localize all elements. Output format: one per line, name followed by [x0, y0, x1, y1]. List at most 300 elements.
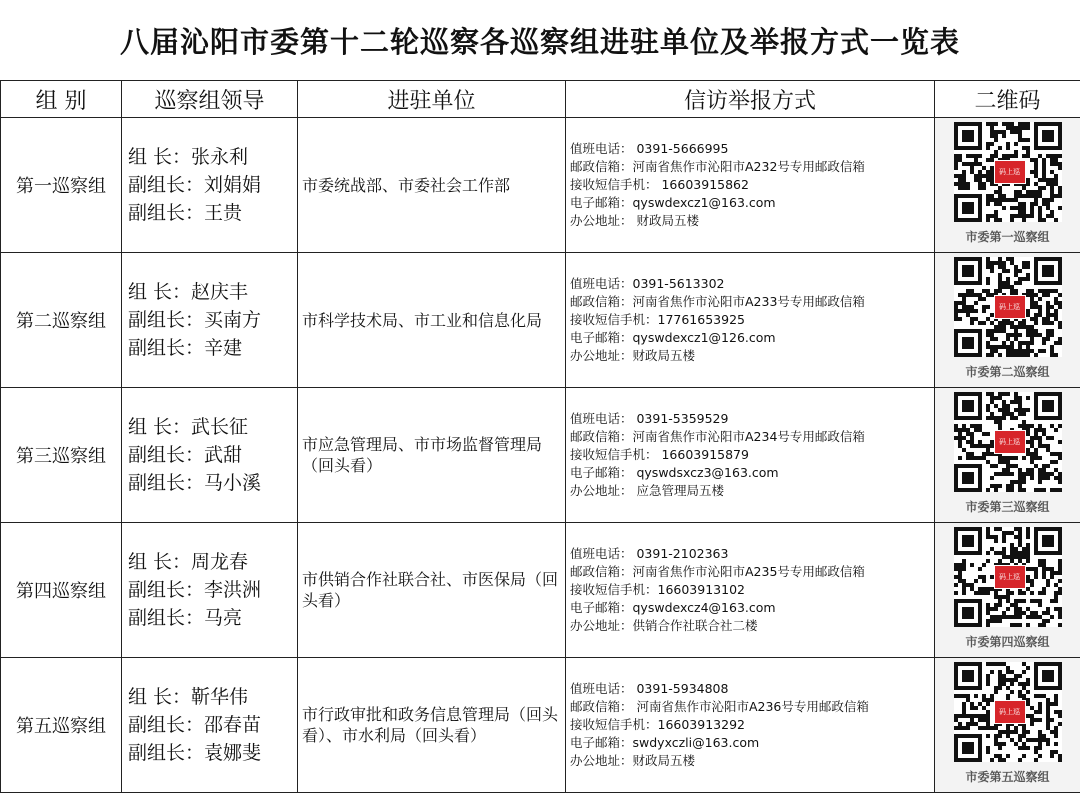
- qr-module: [994, 464, 998, 468]
- qr-label: 市委第五巡察组: [965, 770, 1050, 784]
- qr-code-icon[interactable]: [954, 662, 1062, 762]
- qr-module: [1002, 472, 1006, 476]
- qr-module: [986, 317, 990, 321]
- qr-module: [1022, 591, 1026, 595]
- qr-module: [958, 567, 962, 571]
- qr-module: [1046, 198, 1050, 202]
- qr-module: [974, 424, 978, 428]
- qr-module: [986, 674, 990, 678]
- qr-module: [1050, 214, 1054, 218]
- leader-line: 组 长：周龙春: [128, 551, 249, 573]
- qr-module: [998, 662, 1002, 666]
- qr-cell: [935, 523, 1080, 658]
- qr-module: [1054, 452, 1058, 456]
- qr-module: [1058, 567, 1062, 571]
- qr-module: [1022, 261, 1026, 265]
- qr-module: [994, 615, 998, 619]
- qr-module: [1014, 726, 1018, 730]
- qr-module: [982, 579, 986, 583]
- qr-module: [1022, 476, 1026, 480]
- qr-module: [1002, 456, 1006, 460]
- qr-module: [1026, 531, 1030, 535]
- qr-module: [994, 472, 998, 476]
- qr-module: [1038, 488, 1042, 492]
- qr-module: [1006, 615, 1010, 619]
- qr-module: [1006, 595, 1010, 599]
- qr-module: [986, 218, 990, 222]
- qr-module: [1002, 345, 1006, 349]
- qr-module: [962, 702, 966, 706]
- qr-module: [962, 583, 966, 587]
- qr-module: [1030, 158, 1034, 162]
- units-cell: 市应急管理局、市市场监督管理局（回头看）: [298, 388, 566, 523]
- qr-module: [1002, 341, 1006, 345]
- qr-module: [998, 599, 1002, 603]
- qr-code-icon[interactable]: [954, 122, 1062, 222]
- qr-module: [1010, 130, 1014, 134]
- qr-module: [1050, 702, 1054, 706]
- qr-module: [1054, 488, 1058, 492]
- qr-module: [1038, 154, 1042, 158]
- qr-module: [1022, 146, 1026, 150]
- qr-module: [986, 591, 990, 595]
- qr-module: [1046, 329, 1050, 333]
- qr-module: [1026, 730, 1030, 734]
- qr-module: [970, 456, 974, 460]
- qr-module: [954, 154, 958, 158]
- qr-module: [1042, 575, 1046, 579]
- qr-module: [1038, 710, 1042, 714]
- qr-module: [962, 186, 966, 190]
- qr-module: [1054, 460, 1058, 464]
- qr-module: [1018, 281, 1022, 285]
- qr-module: [1022, 202, 1026, 206]
- qr-module: [978, 174, 982, 178]
- qr-module: [1022, 420, 1026, 424]
- qr-module: [1054, 726, 1058, 730]
- qr-module: [966, 186, 970, 190]
- qr-finder-module: [962, 400, 974, 412]
- qr-module: [1054, 591, 1058, 595]
- qr-module: [1046, 567, 1050, 571]
- qr-module: [970, 702, 974, 706]
- qr-module: [986, 333, 990, 337]
- contact-cell: [566, 388, 935, 523]
- qr-module: [1042, 444, 1046, 448]
- contact-office: 办公地址：供销合作社联合社二楼: [570, 618, 758, 633]
- qr-module: [1034, 571, 1038, 575]
- qr-module: [978, 321, 982, 325]
- qr-module: [1022, 682, 1026, 686]
- qr-module: [1026, 555, 1030, 559]
- qr-module: [998, 273, 1002, 277]
- qr-module: [994, 738, 998, 742]
- qr-module: [986, 329, 990, 333]
- qr-module: [1018, 694, 1022, 698]
- qr-module: [1034, 305, 1038, 309]
- qr-module: [1006, 412, 1010, 416]
- qr-module: [990, 142, 994, 146]
- qr-module: [1006, 754, 1010, 758]
- qr-module: [1018, 488, 1022, 492]
- qr-module: [982, 456, 986, 460]
- qr-module: [1026, 746, 1030, 750]
- qr-module: [1002, 154, 1006, 158]
- qr-module: [1018, 476, 1022, 480]
- qr-module: [962, 706, 966, 710]
- qr-module: [1022, 734, 1026, 738]
- qr-module: [1018, 535, 1022, 539]
- qr-module: [1034, 321, 1038, 325]
- qr-module: [998, 285, 1002, 289]
- qr-module: [1006, 321, 1010, 325]
- qr-module: [1010, 484, 1014, 488]
- qr-module: [1058, 607, 1062, 611]
- qr-module: [1022, 277, 1026, 281]
- qr-module: [970, 440, 974, 444]
- qr-module: [954, 718, 958, 722]
- qr-module: [1014, 408, 1018, 412]
- qr-module: [1042, 571, 1046, 575]
- qr-module: [1030, 714, 1034, 718]
- qr-module: [998, 742, 1002, 746]
- qr-module: [1050, 194, 1054, 198]
- qr-module: [1034, 432, 1038, 436]
- contact-sms: 接收短信手机： 16603915862: [570, 177, 749, 192]
- qr-module: [990, 198, 994, 202]
- qr-module: [990, 154, 994, 158]
- qr-module: [1058, 480, 1062, 484]
- qr-module: [1050, 210, 1054, 214]
- contact-email: 电子邮箱：swdyxczli@163.com: [570, 735, 760, 750]
- qr-module: [966, 293, 970, 297]
- qr-module: [982, 289, 986, 293]
- qr-module: [1034, 710, 1038, 714]
- contact-cell: [566, 253, 935, 388]
- qr-module: [974, 317, 978, 321]
- qr-module: [978, 444, 982, 448]
- qr-module: [1038, 468, 1042, 472]
- qr-module: [1058, 424, 1062, 428]
- qr-module: [1026, 329, 1030, 333]
- qr-module: [990, 535, 994, 539]
- qr-module: [1010, 678, 1014, 682]
- page-title: 八届沁阳市委第十二轮巡察各巡察组进驻单位及举报方式一览表: [119, 24, 960, 59]
- qr-module: [974, 694, 978, 698]
- qr-module: [1058, 154, 1062, 158]
- qr-module: [1022, 551, 1026, 555]
- qr-module: [1006, 531, 1010, 535]
- qr-module: [998, 472, 1002, 476]
- contact-mailbox: 邮政信箱：河南省焦作市沁阳市A235号专用邮政信箱: [570, 564, 865, 579]
- qr-module: [1050, 305, 1054, 309]
- qr-module: [1038, 559, 1042, 563]
- qr-module: [1030, 329, 1034, 333]
- qr-module: [1018, 134, 1022, 138]
- qr-module: [1042, 337, 1046, 341]
- qr-module: [1038, 206, 1042, 210]
- qr-module: [1050, 730, 1054, 734]
- qr-module: [1002, 265, 1006, 269]
- qr-module: [954, 158, 958, 162]
- qr-module: [966, 309, 970, 313]
- qr-module: [986, 607, 990, 611]
- qr-module: [1030, 325, 1034, 329]
- qr-module: [954, 563, 958, 567]
- qr-module: [970, 321, 974, 325]
- qr-module: [1046, 607, 1050, 611]
- qr-module: [970, 162, 974, 166]
- contact-phone: 值班电话： 0391-5666995: [570, 141, 729, 156]
- qr-module: [1006, 146, 1010, 150]
- qr-module: [970, 424, 974, 428]
- qr-module: [998, 670, 1002, 674]
- leader-line: 副组长：袁娜斐: [128, 742, 262, 764]
- qr-code-icon[interactable]: [954, 257, 1062, 357]
- leader-line: 组 长：张永利: [128, 146, 249, 168]
- qr-module: [1010, 464, 1014, 468]
- contact-cell: [566, 658, 935, 793]
- qr-module: [954, 424, 958, 428]
- qr-module: [1046, 321, 1050, 325]
- qr-module: [1014, 623, 1018, 627]
- qr-module: [1006, 345, 1010, 349]
- qr-module: [1018, 333, 1022, 337]
- qr-module: [1006, 734, 1010, 738]
- qr-module: [962, 174, 966, 178]
- qr-module: [978, 154, 982, 158]
- qr-module: [1046, 182, 1050, 186]
- qr-module: [1002, 329, 1006, 333]
- qr-module: [1010, 400, 1014, 404]
- qr-module: [1006, 281, 1010, 285]
- qr-module: [994, 134, 998, 138]
- qr-module: [1022, 472, 1026, 476]
- qr-module: [958, 293, 962, 297]
- qr-module: [994, 662, 998, 666]
- qr-module: [990, 607, 994, 611]
- header-leaders: 巡察组领导: [122, 81, 298, 118]
- qr-module: [1010, 615, 1014, 619]
- qr-module: [998, 619, 1002, 623]
- qr-module: [1006, 285, 1010, 289]
- qr-module: [1010, 559, 1014, 563]
- qr-module: [1014, 281, 1018, 285]
- qr-module: [998, 754, 1002, 758]
- qr-code-icon[interactable]: [954, 527, 1062, 627]
- qr-module: [962, 305, 966, 309]
- qr-module: [1002, 130, 1006, 134]
- qr-module: [1002, 261, 1006, 265]
- qr-module: [1018, 607, 1022, 611]
- qr-module: [966, 694, 970, 698]
- qr-module: [986, 611, 990, 615]
- qr-module: [982, 305, 986, 309]
- qr-module: [1014, 325, 1018, 329]
- qr-module: [1010, 551, 1014, 555]
- qr-module: [1054, 468, 1058, 472]
- qr-module: [958, 154, 962, 158]
- qr-module: [1046, 738, 1050, 742]
- qr-module: [1034, 166, 1038, 170]
- qr-module: [1026, 126, 1030, 130]
- qr-module: [1054, 742, 1058, 746]
- qr-module: [986, 623, 990, 627]
- qr-module: [1018, 682, 1022, 686]
- qr-module: [958, 571, 962, 575]
- qr-module: [1054, 710, 1058, 714]
- qr-module: [998, 408, 1002, 412]
- qr-module: [1002, 742, 1006, 746]
- qr-module: [986, 734, 990, 738]
- qr-code-icon[interactable]: [954, 392, 1062, 492]
- qr-module: [1002, 285, 1006, 289]
- contact-mailbox: 邮政信箱：河南省焦作市沁阳市A234号专用邮政信箱: [570, 429, 865, 444]
- qr-module: [1030, 615, 1034, 619]
- qr-module: [1022, 186, 1026, 190]
- contact-email: 电子邮箱：qyswdexcz4@163.com: [570, 600, 776, 615]
- qr-module: [1010, 321, 1014, 325]
- qr-module: [1046, 472, 1050, 476]
- qr-module: [1002, 416, 1006, 420]
- qr-module: [1034, 317, 1038, 321]
- qr-module: [1038, 210, 1042, 214]
- qr-module: [1050, 162, 1054, 166]
- qr-module: [1042, 158, 1046, 162]
- qr-module: [1014, 126, 1018, 130]
- contact-office: 办公地址：财政局五楼: [570, 348, 696, 363]
- qr-module: [990, 130, 994, 134]
- qr-module: [978, 726, 982, 730]
- qr-module: [1042, 202, 1046, 206]
- qr-module: [978, 182, 982, 186]
- qr-module: [998, 424, 1002, 428]
- qr-module: [1034, 599, 1038, 603]
- qr-finder-module: [962, 670, 974, 682]
- qr-module: [1030, 452, 1034, 456]
- qr-module: [986, 603, 990, 607]
- qr-module: [1058, 166, 1062, 170]
- qr-module: [1026, 214, 1030, 218]
- qr-module: [1014, 674, 1018, 678]
- qr-module: [1014, 603, 1018, 607]
- qr-module: [958, 440, 962, 444]
- qr-cell: [935, 388, 1080, 523]
- qr-module: [994, 214, 998, 218]
- qr-module: [1050, 436, 1054, 440]
- leader-line: 组 长：赵庆丰: [128, 281, 249, 303]
- qr-module: [1010, 257, 1014, 261]
- qr-module: [1002, 535, 1006, 539]
- qr-module: [970, 309, 974, 313]
- qr-module: [998, 595, 1002, 599]
- qr-finder-module: [962, 265, 974, 277]
- qr-module: [1014, 599, 1018, 603]
- qr-module: [1042, 734, 1046, 738]
- qr-module: [1002, 662, 1006, 666]
- qr-module: [1038, 313, 1042, 317]
- qr-module: [966, 440, 970, 444]
- qr-module: [962, 297, 966, 301]
- qr-module: [1058, 301, 1062, 305]
- qr-module: [986, 277, 990, 281]
- qr-module: [1038, 456, 1042, 460]
- qr-module: [982, 718, 986, 722]
- qr-module: [982, 444, 986, 448]
- qr-module: [1006, 484, 1010, 488]
- qr-module: [1050, 575, 1054, 579]
- qr-module: [1006, 694, 1010, 698]
- qr-module: [1026, 194, 1030, 198]
- qr-module: [1030, 293, 1034, 297]
- qr-module: [1018, 674, 1022, 678]
- qr-label: 市委第三巡察组: [965, 500, 1050, 514]
- qr-module: [962, 714, 966, 718]
- qr-module: [1014, 611, 1018, 615]
- qr-module: [1002, 595, 1006, 599]
- qr-cell: [935, 253, 1080, 388]
- qr-module: [1022, 321, 1026, 325]
- contact-sms: 接收短信手机： 16603915879: [570, 447, 749, 462]
- qr-module: [1002, 531, 1006, 535]
- qr-module: [1018, 599, 1022, 603]
- qr-module: [1018, 424, 1022, 428]
- qr-module: [1050, 345, 1054, 349]
- qr-finder-module: [962, 130, 974, 142]
- qr-module: [1002, 468, 1006, 472]
- qr-module: [1030, 440, 1034, 444]
- qr-module: [1034, 293, 1038, 297]
- qr-module: [986, 416, 990, 420]
- qr-module: [1050, 158, 1054, 162]
- qr-module: [1006, 464, 1010, 468]
- qr-module: [1026, 178, 1030, 182]
- qr-badge: 码上巡: [994, 430, 1026, 454]
- leader-line: 副组长：王贵: [128, 202, 243, 224]
- qr-module: [1038, 480, 1042, 484]
- qr-module: [986, 662, 990, 666]
- qr-module: [970, 563, 974, 567]
- qr-module: [962, 563, 966, 567]
- qr-module: [1026, 341, 1030, 345]
- qr-module: [990, 396, 994, 400]
- qr-module: [994, 218, 998, 222]
- qr-module: [1014, 269, 1018, 273]
- qr-module: [1006, 678, 1010, 682]
- qr-module: [970, 317, 974, 321]
- qr-module: [1018, 277, 1022, 281]
- qr-module: [982, 321, 986, 325]
- leader-line: 组 长：武长征: [128, 416, 249, 438]
- qr-module: [1038, 476, 1042, 480]
- qr-module: [986, 408, 990, 412]
- qr-module: [1010, 555, 1014, 559]
- qr-module: [1010, 353, 1014, 357]
- qr-module: [978, 440, 982, 444]
- qr-module: [1038, 178, 1042, 182]
- qr-module: [1058, 325, 1062, 329]
- qr-module: [1038, 194, 1042, 198]
- qr-module: [1026, 738, 1030, 742]
- qr-module: [1026, 353, 1030, 357]
- qr-module: [986, 158, 990, 162]
- qr-module: [990, 337, 994, 341]
- qr-module: [982, 575, 986, 579]
- qr-module: [986, 265, 990, 269]
- qr-module: [978, 293, 982, 297]
- qr-module: [1002, 539, 1006, 543]
- qr-module: [1022, 746, 1026, 750]
